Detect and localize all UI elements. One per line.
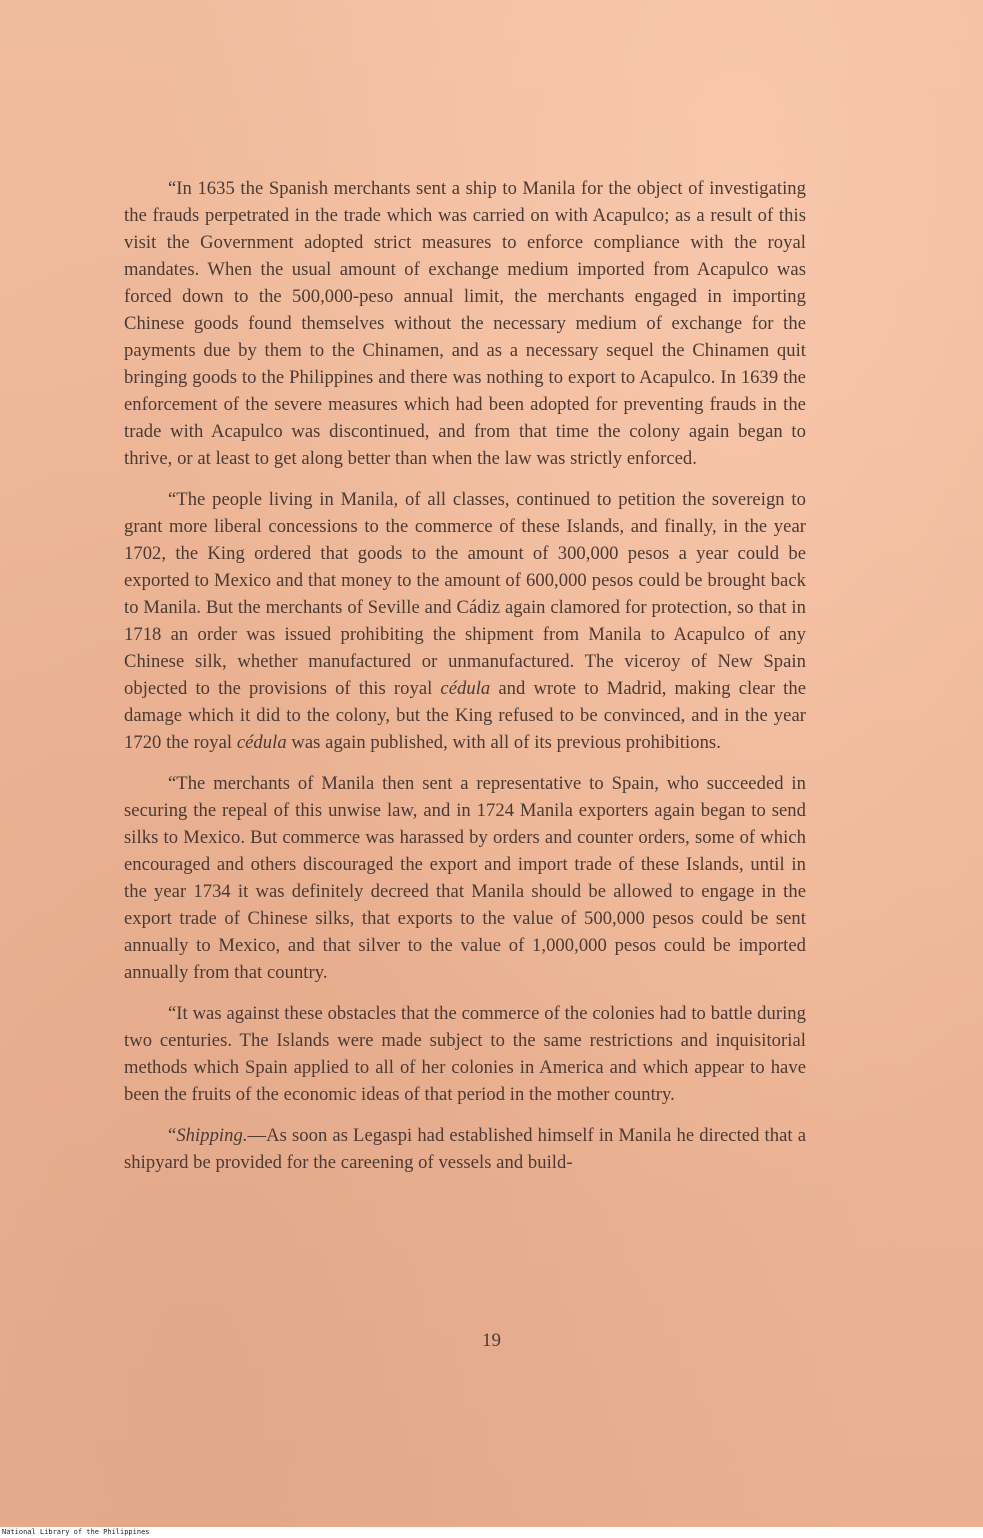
paragraph-1702-concessions: [124, 486, 806, 756]
italic-term-cedula: cédula: [440, 678, 491, 699]
paragraph-1635-merchants: “In 1635 the Spanish merchants sent a ship to Manila for the object of investigating the frauds perpetrated in the trade which was carried on with Acapulco; as a result of this visit the Government adopted strict measures to enforce compliance with the royal mandates. When the usual amount of exchange medium imported from Acapulco was forced down to the 500,000-peso annual limit, the merchants engaged in importing Chinese goods found themselves without the necessary medium of exchange for the payments due by them to the Chinamen, and as a necessary sequel the Chinamen quit bringing goods to the Philippines and there was nothing to export to Acapulco. In 1639 the enforcement of the severe measures which had been adopted for preventing frauds in the trade with Acapulco was discontinued, and from that time the colony again began to thrive, or at least to get along better than when the law was strictly enforced.: [124, 178, 806, 469]
page-body: [124, 175, 806, 1190]
text-span: “The people living in Manila, of all classes, continued to petition the sovereign to grant more liberal concessions to the commerce of these Islands, and finally, in the year 1702, the King ordered that goods to the amount of 300,000 pesos a year could be exported to Mexico and that money to the amount of 600,000 pesos could be brought back to Manila. But the merchants of Seville and Cádiz again clamored for protection, so that in 1718 an order was issued prohibiting the shipment from Manila to Acapulco of any Chinese silk, whether manufactured or unmanufactured. The viceroy of New Spain objected to the provisions of this royal: [124, 489, 806, 699]
italic-heading-shipping: Shipping.: [176, 1125, 248, 1146]
text-span: —As soon as Legaspi had established himself in Manila he directed that a shipyard be provided for the careening of vessels and build-: [124, 1125, 806, 1173]
paragraph-1724-repeal: “The merchants of Manila then sent a representative to Spain, who succeeded in securing the repeal of this unwise law, and in 1724 Manila exporters again began to send silks to Mexico. But commerce was harassed by orders and counter orders, some of which encouraged and others discouraged the export and import trade of these Islands, until in the year 1734 it was definitely decreed that Manila should be allowed to engage in the export trade of Chinese silks, that exports to the value of 500,000 pesos could be sent annually to Mexico, and that silver to the value of 1,000,000 pesos could be imported annually from that country.: [124, 773, 806, 983]
page-number: 19: [482, 1330, 501, 1351]
paragraph-obstacles: “It was against these obstacles that the commerce of the colonies had to battle during two centuries. The Islands were made subject to the same restrictions and inquisitorial methods which Spain applied to all of her colonies in America and which appear to have been the fruits of the economic ideas of that period in the mother country.: [124, 1003, 806, 1105]
text-span: was again published, with all of its previous prohibitions.: [286, 732, 721, 753]
text-span: and wrote to Madrid, making clear the damage which it did to the colony, but the King refused to be convinced, and in the year 1720 the royal: [124, 678, 806, 753]
text-span: “: [168, 1125, 177, 1146]
italic-term-cedula: cédula: [236, 732, 287, 753]
paragraph-shipping: [124, 1122, 806, 1176]
footer-credit: National Library of the Philippines: [2, 1528, 150, 1536]
